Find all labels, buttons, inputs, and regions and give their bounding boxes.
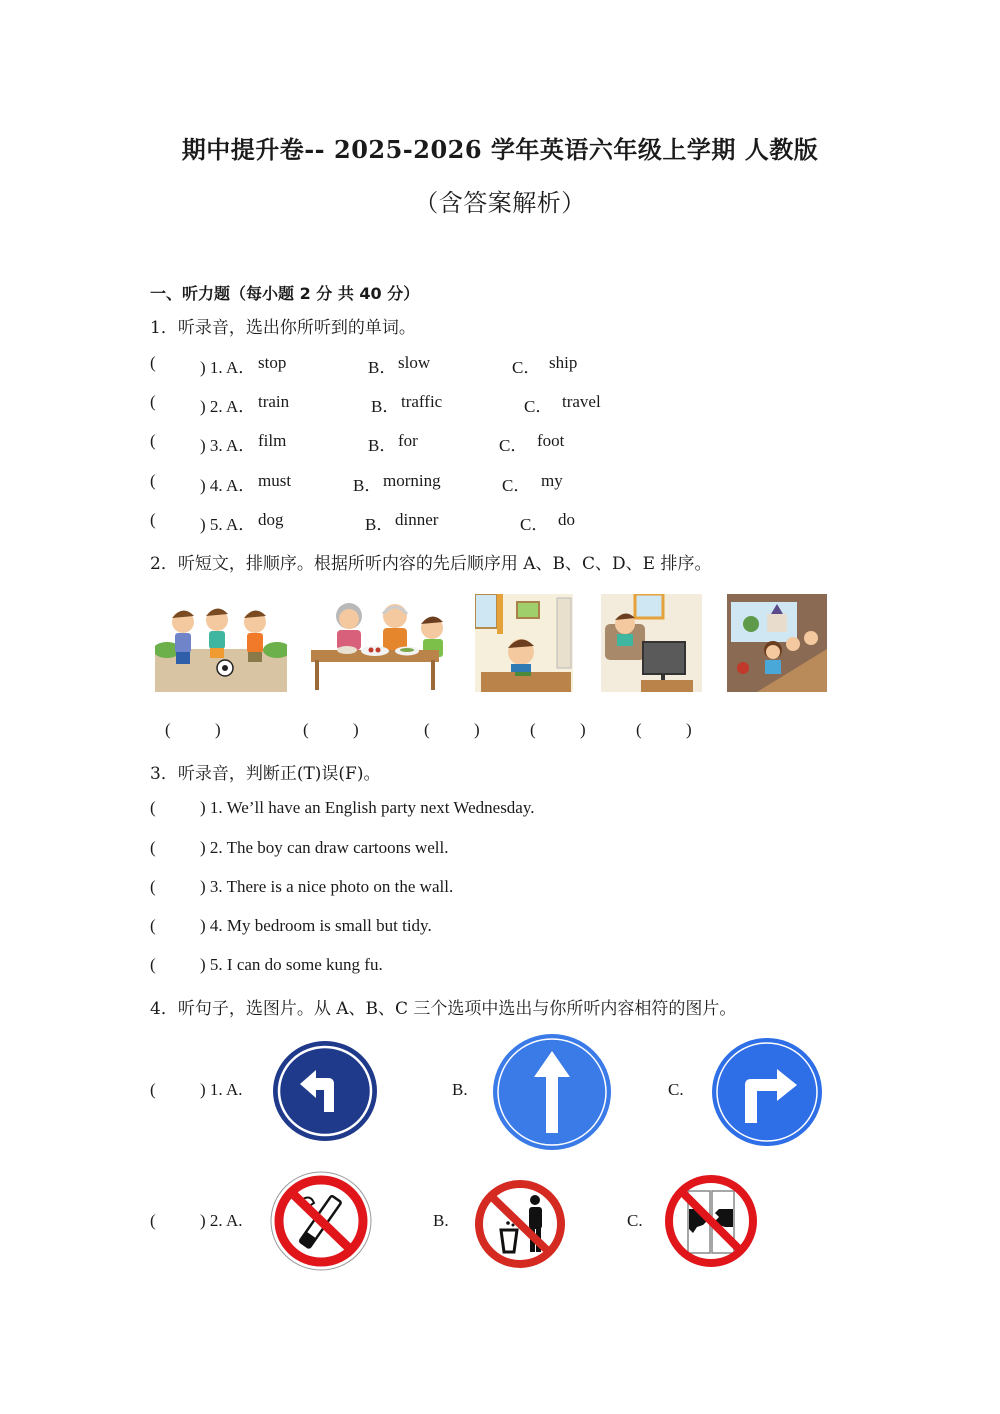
no-pushing-doors-sign-icon [663,1173,759,1274]
picture-tv [601,594,702,692]
answer-blank[interactable]: ( [150,431,156,450]
answer-blank[interactable]: ( [150,353,156,372]
option-b: morning [383,471,441,490]
option-a: must [258,471,292,490]
option-c: foot [537,431,565,450]
answer-blank[interactable]: ( [150,838,156,857]
blank-4-open[interactable]: ( [530,720,536,739]
option-b-label: B． [368,436,397,455]
q1-item-2 [150,392,850,416]
option-c: my [541,471,563,490]
item-number: ) 2. A. [200,1211,243,1230]
q1-item-5 [150,510,850,534]
option-c: ship [549,353,578,372]
blank-3-close[interactable]: ) [474,720,480,739]
blank-2-open[interactable]: ( [303,720,309,739]
answer-blank[interactable]: ( [150,510,156,529]
statement: ) 1. We’ll have an English party next Wednesday. [200,798,535,817]
no-littering-sign-icon [473,1178,567,1275]
blank-2-close[interactable]: ) [353,720,359,739]
option-a: dog [258,510,284,529]
answer-blank[interactable]: ( [150,798,156,817]
q1-item-4 [150,471,850,495]
item-number: ) 5. A． [200,515,256,534]
answer-blank[interactable]: ( [150,471,156,490]
option-c-label: C． [520,515,549,534]
q2-instruction: 2．听短文，排顺序。根据所听内容的先后顺序用 A、B、C、D、E 排序。 [150,554,712,574]
item-number: ) 1. A. [200,1080,243,1099]
option-c: do [558,510,575,529]
answer-blank[interactable]: ( [150,955,156,974]
picture-desk [475,594,573,692]
option-b-label: B． [365,515,394,534]
option-b: dinner [395,510,439,529]
item-number: ) 3. A． [200,436,256,455]
no-smoking-sign-icon [270,1171,372,1276]
q3-item-4 [150,916,850,940]
statement: ) 4. My bedroom is small but tidy. [200,916,432,935]
answer-blank[interactable]: ( [150,916,156,935]
document-subtitle: （含答案解析） [414,189,586,217]
q4-instruction: 4．听句子，选图片。从 A、B、C 三个选项中选出与你所听内容相符的图片。 [150,999,737,1019]
option-b-label: B. [452,1080,468,1099]
answer-blank[interactable]: ( [150,392,156,411]
option-c: travel [562,392,601,411]
q1-item-3 [150,431,850,455]
blank-4-close[interactable]: ) [580,720,586,739]
statement: ) 2. The boy can draw cartoons well. [200,838,449,857]
picture-dinner [307,594,452,692]
turn-right-sign-icon [711,1037,823,1152]
option-a: stop [258,353,287,372]
option-b-label: B. [433,1211,449,1230]
statement: ) 3. There is a nice photo on the wall. [200,877,454,896]
q3-item-5 [150,955,850,979]
option-b-label: B． [368,358,397,377]
q1-instruction: 1．听录音，选出你所听到的单词。 [150,318,416,338]
picture-football [155,594,287,692]
answer-blank[interactable]: ( [150,1080,156,1099]
option-b: for [398,431,418,450]
option-b: traffic [401,392,443,411]
option-c-label: C． [502,476,531,495]
answer-blank[interactable]: ( [150,877,156,896]
q2-pictures [155,594,830,694]
q3-instruction: 3．听录音，判断正(T)误(F)。 [150,764,381,784]
picture-bus [727,594,827,692]
blank-3-open[interactable]: ( [424,720,430,739]
option-b-label: B． [353,476,382,495]
section-heading: 一、听力题（每小题 2 分 共 40 分） [150,284,420,303]
option-c-label: C． [512,358,541,377]
option-a: film [258,431,287,450]
blank-5-close[interactable]: ) [686,720,692,739]
q3-item-1 [150,798,850,822]
document-title: 期中提升卷-- 2025-2026 学年英语六年级上学期 人教版 [181,135,819,164]
option-c-label: C． [524,397,553,416]
option-c-label: C． [499,436,528,455]
item-number: ) 2. A． [200,397,256,416]
blank-1-open[interactable]: ( [165,720,171,739]
turn-left-sign-icon [272,1040,378,1147]
q2-answer-blanks [165,720,765,744]
go-straight-sign-icon [492,1033,612,1156]
q3-item-3 [150,877,850,901]
item-number: ) 1. A． [200,358,256,377]
answer-blank[interactable]: ( [150,1211,156,1230]
q3-item-2 [150,838,850,862]
statement: ) 5. I can do some kung fu. [200,955,383,974]
blank-1-close[interactable]: ) [215,720,221,739]
q1-item-1 [150,353,850,377]
blank-5-open[interactable]: ( [636,720,642,739]
item-number: ) 4. A． [200,476,256,495]
option-c-label: C. [627,1211,643,1230]
option-b-label: B． [371,397,400,416]
option-c-label: C. [668,1080,684,1099]
option-a: train [258,392,290,411]
option-b: slow [398,353,431,372]
